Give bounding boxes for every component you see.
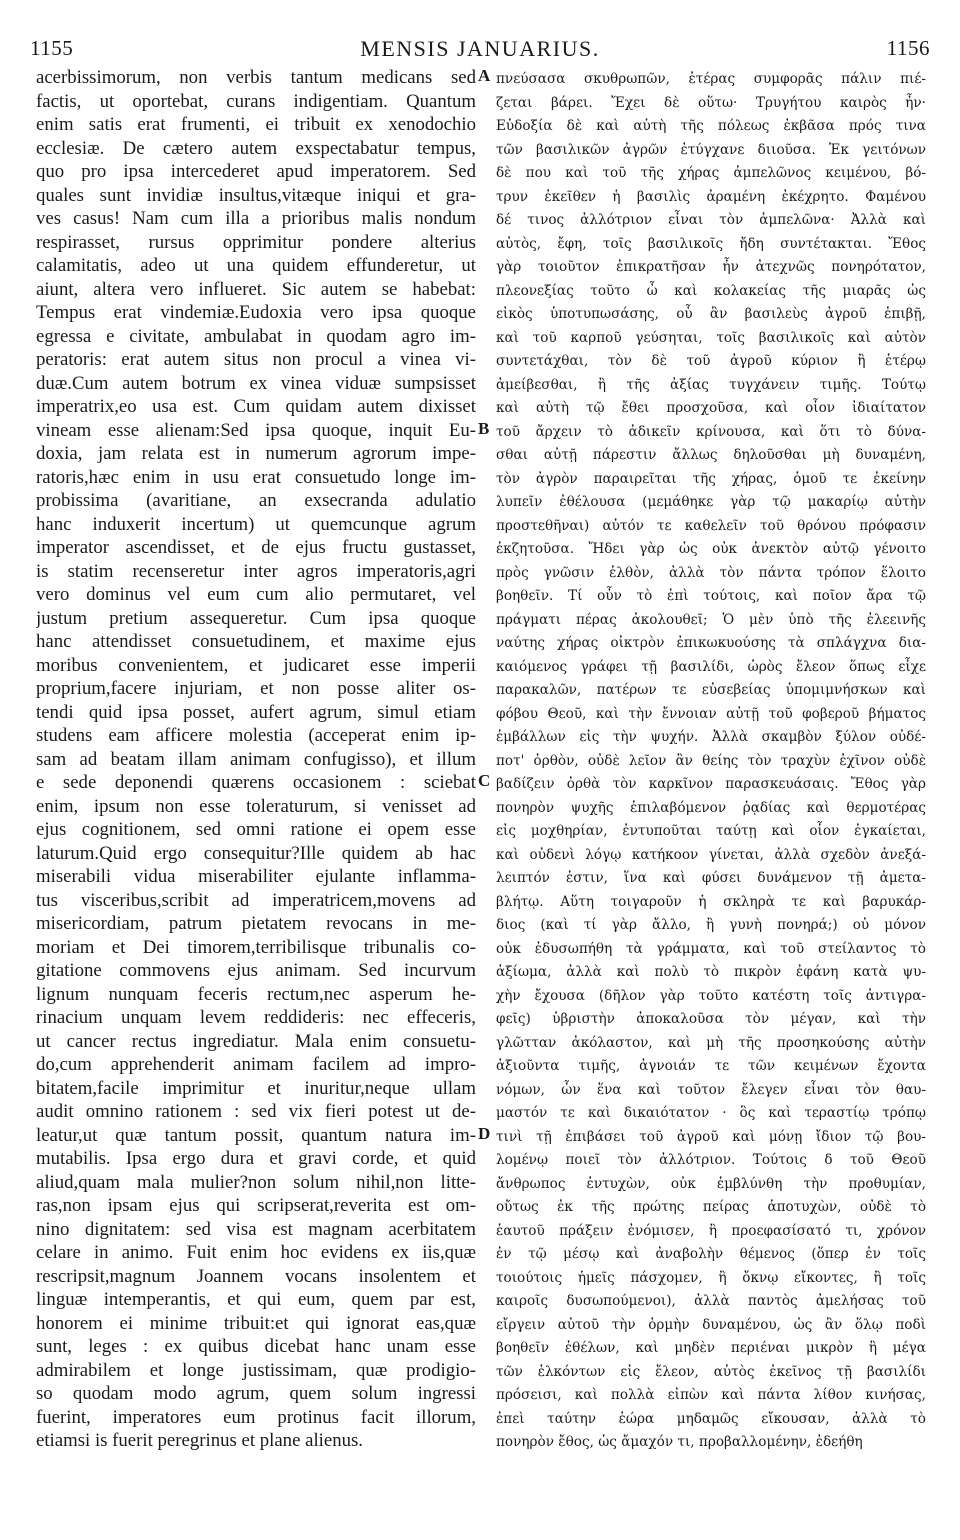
latin-text-line: mutabilis. Ipsa ergo dura et gravi corde, et quid [36, 1148, 476, 1169]
greek-text-line: πνεύσασα σκυθρωπῶν, ἑτέρας συμφορᾶς πάλιν πιέ- [496, 71, 926, 87]
latin-text-line: aiunt, altera vero influeret. Sic autem se habebat: [36, 278, 476, 300]
greek-text-line: οὐκ ἐδυσωπήθη τὰ γράμματα, καὶ τοῦ στείλαντος τὸ [496, 940, 926, 957]
greek-text-line: βοηθεῖν. Τί οὖν τὸ ἐπὶ τούτοις, καὶ ποῖον ἄρα τῷ [496, 588, 926, 604]
greek-text-line: τῶν βασιλικῶν ἀγρῶν ἐτύγχανε διιοῦσα. Ἐκ γειτόνων [496, 141, 926, 158]
greek-text-line: ἐν τῷ μέσῳ καὶ ἀναβολὴν θέμενος (ὅπερ ἐν τοῖς [496, 1246, 926, 1262]
greek-text-line: μαστόν τε καὶ δικαιότατον · ὃς καὶ τεραστίῳ τρόπῳ [496, 1105, 926, 1121]
latin-text-line: ves casus! Nam cum illa a prioribus malis nondum [36, 208, 476, 229]
latin-text-line: linguæ intemperantis, et qui eum, quem par est, [36, 1289, 476, 1310]
latin-text-line: bitatem,facile imprimitur et inuritur,neque ullam [36, 1077, 476, 1099]
greek-text-line: ναύτης χήρας οἰκτρὸν ἐπικωκυούσης τὰ σπλάγχνα δια- [496, 635, 926, 651]
greek-text-line: βοηθεῖν ἐθέλων, καὶ μηδὲν περιέναι μικρὸν ἢ μέγα [496, 1340, 926, 1356]
greek-text-line: τοιούτοις ἡμεῖς πάσχομεν, ἢ ὄκνῳ εἴκοντες, ἢ τοῖς [496, 1269, 926, 1286]
latin-text-line: hanc attendisset consuetudinem, et maxime ejus [36, 631, 476, 652]
greek-text-line: γλῶτταν ἀκόλαστον, καὶ μὴ τῆς προσηκούσης αὐτὴν [496, 1034, 926, 1051]
latin-text-line: rinacium unquam levem reddideris: nec effeceris, [36, 1007, 476, 1028]
section-marker-c: C [478, 771, 491, 790]
greek-text-line: τοῦ ἄρχειν τὸ ἀδικεῖν κρίνουσα, καὶ ὅτι τὸ δύνα- [496, 423, 926, 440]
latin-text-line: justum pretium assequeretur. Cum ipsa quoque [36, 607, 476, 629]
latin-text-line: egressa e civitate, ambulabat in quodam agro im- [36, 325, 476, 347]
latin-text-line: tus visceribus,scribit ad imperatricem,movens ad [36, 889, 476, 911]
latin-text-line: honorem ei minime tribuit:et qui ignorat eas,quæ [36, 1312, 476, 1334]
latin-text-line: ut cancer rectus ingrediatur. Mala enim consuetu- [36, 1030, 476, 1052]
latin-text-line: moribus convenientem, et judicaret esse imperii [36, 654, 476, 676]
greek-text-line: νόμων, ὧν ἕνα καὶ τοῦτον ἔλεγεν εἶναι τὸν θαυ- [496, 1081, 926, 1098]
greek-text-line: ἐπεὶ ταύτην ἑώρα μηδαμῶς εἴκουσαν, ἀλλὰ τὸ [496, 1410, 926, 1427]
greek-text-line: συντετάχθαι, τὸν δὲ τοῦ ἀγροῦ κύριον ἢ ἑτέρῳ [496, 353, 926, 369]
greek-text-line: οὔτως ἐκ τῆς πρώτης πείρας ἀποτυχὼν, οὐδὲ τὸ [496, 1199, 926, 1215]
greek-text-line: ἄνθρωπος ἐντυχὼν, οὐκ ἐμβλύνθη τὴν προθυμίαν, [496, 1175, 926, 1192]
latin-text-line: lignum nunquam feceris rectum,nec asperum he- [36, 983, 476, 1005]
latin-text-line: hanc induxerit incertum) ut quemcunque agrum [36, 513, 476, 535]
latin-text-line: do,cum apprehenderit animam facilem ad impro- [36, 1054, 476, 1075]
latin-text-line: sam ad beatam illam animam confugisso), et illum [36, 748, 476, 770]
latin-text-line: doxia, jam relata est in numerum agrorum impe- [36, 443, 476, 464]
latin-text-line: imperatrix,eo usa est. Cum quidam autem dixisset [36, 396, 476, 417]
greek-text-line: πονηρὸν ἔθος, ὡς ἄμαχόν τι, προβαλλομένην, ἐδεήθη [496, 1434, 863, 1450]
greek-text-line: ζεται βάρει. Ἔχει δὲ οὕτω· Τρυγήτου καιρὸς ἦν· [496, 94, 926, 111]
latin-text-line: imperator ascendisset, et de ejus fructu gustasset, [36, 537, 476, 558]
greek-text-line: πράγματι πέρας ἀκολουθεῖ; Ὁ μὲν ὑπὸ τῆς ἐλεεινῆς [496, 611, 926, 628]
latin-text-line: Tempus erat vindemiæ.Eudoxia vero ipsa quoque [36, 302, 476, 323]
running-title: MENSIS JANUARIUS. [360, 36, 600, 61]
latin-text-line: quales sunt invidiæ insultus,vitæque iniqui et gra- [36, 184, 476, 206]
latin-text-line: studens eam afficere molestia (acceperat enim ip- [36, 725, 476, 746]
latin-text-line: quo pro ipsa intercederet apud imperatorem. Sed [36, 161, 476, 182]
greek-text-line: ἐμβάλλων εἰς τὴν ψυχήν. Ἀλλὰ σκαμβὸν ξύλον οὐδέ- [496, 729, 926, 745]
greek-text-line: ἑαυτοῦ πράξειν ἐνόμισεν, ἢ προεφασίσατό τι, χρόνον [496, 1222, 926, 1239]
greek-text-line: δέ τινος ἀλλότριον εἶναι τὸν ἀμπελῶνα· Ἀλλὰ καὶ [496, 212, 926, 228]
latin-text-line: miserabili vidua miserabiliter ejulante inflamma- [36, 866, 476, 887]
greek-text-line: καὶ αὐτὴ τῷ ἔθει προσχοῦσα, καὶ οἷον ἰδιαίτατον [496, 400, 926, 416]
latin-text-line: fuerint, imperatores eum protinus facit illorum, [36, 1406, 476, 1428]
latin-text-line: acerbissimorum, non verbis tantum medicans sed [36, 67, 476, 88]
latin-text-line: so quodam modo agrum, quem solum ingressi [36, 1383, 476, 1404]
latin-text-line: celare in animo. Fuit enim hoc evidens ex iis,quæ [36, 1242, 476, 1263]
greek-text-line: καὶ οὐδενὶ λόγῳ κατήκοον γίνεται, ἀλλὰ σχεδὸν ἀνεξά- [496, 846, 926, 863]
latin-text-line: proprium,facere injuriam, et non posse aliter os- [36, 678, 476, 699]
latin-text-line: respirasset, rursus opprimitur pondere alterius [36, 231, 476, 253]
latin-text-line: ras,non ipsam ejus qui scripserat,reverita est om- [36, 1195, 476, 1216]
latin-text-line: audit omnino rationem : sed vix fieri potest ut de- [36, 1101, 476, 1122]
greek-text-line: βλήτῳ. Αὕτη τοιγαροῦν ἡ σκληρὰ τε καὶ βαρυκάρ- [496, 893, 926, 910]
latin-text-line: e sede deponendi quærens occasionem : sciebat [36, 772, 476, 793]
greek-text-line: πρὸς γνῶσιν ἐλθὸν, ἀλλὰ τὸν πάντα τρόπον ἕλοιτο [496, 564, 926, 581]
latin-text-line: moriam et Dei timorem,terribilisque tribunalis co- [36, 936, 476, 958]
greek-text-line: χὴν ἔχουσα (δῆλον γὰρ τοῦτο κατέστη τοῖς ἀντιγρα- [496, 987, 926, 1004]
latin-text-line: leatur,ut quæ tantum possit, quantum natura im- [36, 1124, 476, 1146]
greek-text-line: τινὶ τῇ ἐπιβάσει τοῦ ἀγροῦ καὶ μόνῃ ἴδιον τῷ βου- [496, 1128, 926, 1145]
greek-text-line: ἀξίωμα, ἀλλὰ καὶ πολὺ τὸ πικρὸν ἐφάνη κατὰ ψυ- [496, 964, 926, 980]
latin-text-line: laturum.Quid ergo consequitur?Ille quidem ab hac [36, 842, 476, 864]
latin-text-line: misericordiam, patrum pietatem revocans in me- [36, 913, 476, 934]
latin-text-line: enim, ipsum non esse toleraturum, si venisset ad [36, 795, 476, 817]
greek-text-line: ποτ' ὀρθὸν, οὐδὲ λεῖον ἂν θείης τὸν τραχὺν ἐχῖνον οὐδὲ [496, 752, 926, 769]
latin-text-line: ratoris,hæc enim in usu erat consuetudo longe im- [36, 466, 476, 488]
greek-text-line: λυπεῖν ἐθέλουσα (μεμάθηκε γὰρ τῷ μακαρίῳ αὐτὴν [496, 494, 926, 510]
greek-text-line: εἰκὸς ὑποτυπωσάσης, οὗ ἂν βασιλεὺς ἀγροῦ ἐπιβῇ, [496, 306, 926, 322]
latin-text-line: peratoris: erat autem situs non procul a vinea vi- [36, 349, 476, 370]
greek-text-line: τὸν ἀγρὸν παραιρεῖται τῆς χήρας, ὁμοῦ τε ἐκείνην [496, 470, 926, 487]
greek-text-line: εἰς μοχθηρίαν, ἐντυποῦται ταύτῃ καὶ οἷον ἐγκαίεται, [496, 823, 926, 839]
latin-text-line: calamitatis, adeo ut una quidem effunderetur, ut [36, 255, 476, 276]
latin-text-line: rescripsit,magnum Joannem vocans insolentem et [36, 1265, 476, 1287]
latin-text-line: tendi quid ipsa posset, aufert agrum, simul etiam [36, 701, 476, 723]
greek-text-line: σθαι αὐτῇ πάρεστιν ἄλλως δηλοῦσθαι μὴ δυναμένη, [496, 447, 926, 463]
greek-text-line: προστεθῆναι) αὐτόν τε καθελεῖν τοῦ θρόνου πρόφασιν [496, 517, 926, 534]
greek-text-line: γὰρ τοιοῦτον ἐπικρατῆσαν ἦν ἀτεχνῶς πονηρότατον, [496, 259, 926, 275]
greek-text-line: εἴργειν αὐτοῦ τὴν ὁρμὴν δυναμένου, ὡς ἂν ὅλῳ ποδὶ [496, 1316, 926, 1333]
greek-text-line: παρακαλῶν, πατέρων τε εὐσεβείας ὑπομιμνήσκων καὶ [496, 682, 926, 698]
greek-text-line: πρόσεισι, καὶ πολλὰ εἰπὼν καὶ πάντα λίθον κινήσας, [496, 1387, 926, 1403]
section-marker-d: D [478, 1124, 491, 1143]
greek-text-line: αὐτὸς, ἔφη, τοῖς βασιλικοῖς ἤδη συντέτακται. Ἔθος [496, 235, 926, 252]
greek-text-line: ἀξιοῦντα τιμῆς, ἀγνοιάν τε τῶν κειμένων ἔχοντα [496, 1058, 926, 1074]
greek-text-line: ἀμείβεσθαι, ἢ τῆς ἀξίας τυγχάνειν τιμῆς. Τούτῳ [496, 376, 926, 393]
latin-text-line: probissima (avaritiane, an exsecranda adulatio [36, 490, 476, 511]
greek-text-line: καιροῖς δυσωπούμενοι), ἀλλὰ παντὸς ἀμελήσας τοῦ [496, 1293, 926, 1309]
latin-text-line: vero dominus vel eum cum alio permutaret, vel [36, 584, 476, 605]
latin-text-line: admirabilem et longe justissimam, quæ prodigio- [36, 1359, 476, 1381]
latin-text-line: enim satis erat frumenti, ei tribuit ex xenodochio [36, 114, 476, 135]
greek-text-line: καὶ τοῦ καρποῦ γεύσηται, τοῖς βασιλικοῖς καὶ αὐτὸν [496, 329, 926, 346]
greek-text-line: πλεονεξίας τοῦτο ὦ καὶ κολακείας τῆς μιαρᾶς ὡς [496, 282, 926, 299]
greek-text-line: Εὐδοξία δὲ καὶ αὐτὴ τῆς πόλεως ἐκβᾶσα πρός τινα [496, 118, 926, 134]
greek-text-line: τῶν ἑλκόντων εἰς ἔλεον, αὐτὸς ἐκεῖνος τῇ βασιλίδι [496, 1363, 926, 1380]
latin-text-line: ecclesiæ. De cætero autem exspectabatur tempus, [36, 137, 476, 159]
latin-text-line: is statim recenseretur inter agros imperatoris,agri [36, 560, 476, 582]
running-header [30, 28, 930, 68]
section-marker-b: B [478, 419, 490, 438]
greek-column [496, 68, 926, 1455]
latin-text-line: vineam esse alienam:Sed ipsa quoque, inquit Eu- [36, 419, 476, 441]
greek-text-line: βαδίζειν ὀρθὰ τὸν καρκῖνον παρασκευάσαις. Ἔθος γὰρ [496, 776, 926, 792]
greek-text-line: διος (καὶ τί γὰρ ἄλλο, ἢ γυνὴ πονηρά;) οὐ μόνον [496, 917, 926, 933]
latin-column [36, 66, 476, 1453]
latin-text-line: gitatione commovens ejus animam. Sed incurvum [36, 960, 476, 981]
greek-text-line: πονηρὸν ψυχῆς ἐπιλαβόμενον ῥᾳδίας καὶ θερμοτέρας [496, 799, 926, 816]
latin-text-line: ejus cognitionem, sed omni ratione ei opem esse [36, 819, 476, 840]
page-number-left: 1155 [30, 36, 74, 60]
page-number-right: 1156 [886, 36, 930, 60]
greek-text-line: φεῖς) ὑβριστὴν ἀποκαλοῦσα τὸν μέγαν, καὶ τὴν [496, 1011, 926, 1027]
greek-text-line: λειπτόν ἐστιν, ἵνα καὶ φύσει δυνάμενον τῇ ἀμετα- [496, 870, 926, 886]
greek-text-line: τρυν ἐκεῖθεν ἡ βασιλὶς ἀραμένη ἐκέχρητο. Φαμένου [496, 188, 926, 205]
greek-text-line: φόβου Θεοῦ, καὶ τὴν ἔννοιαν αὐτῇ τοῦ φοβεροῦ βήματος [496, 705, 926, 722]
latin-text-line: factis, ut oportebat, curans indigentiam. Quantum [36, 90, 476, 112]
section-marker-a: A [478, 66, 491, 85]
greek-text-line: ἐκζητοῦσα. Ἤδει γὰρ ὡς οὐκ ἀνεκτὸν αὐτῷ γένοιτο [496, 541, 926, 557]
greek-text-line: δὲ που καὶ τοῦ τῆς χήρας ἀμπελῶνος κειμένου, βό- [496, 165, 926, 181]
greek-text-line: λομένῳ ποιεῖ τὸν ἀλλότριον. Τούτοις δ τοῦ Θεοῦ [496, 1152, 926, 1168]
greek-text-line: καιόμενος γράφει τῇ βασιλίδι, ὡρὸς ἔλεον ὅπως εἶχε [496, 658, 926, 675]
latin-text-line: sunt, leges : ex quibus dicebat hanc unam esse [36, 1336, 476, 1357]
latin-text-line: nino dignitatem: sed visa est magnam acerbitatem [36, 1218, 476, 1240]
latin-text-line: etiamsi is fuerit peregrinus et plane alienus. [36, 1430, 364, 1451]
latin-text-line: aliud,quam mala mulier?non solum nihil,non litte- [36, 1171, 476, 1193]
latin-text-line: duæ.Cum autem botrum ex vinea viduæ sumpsisset [36, 372, 476, 394]
